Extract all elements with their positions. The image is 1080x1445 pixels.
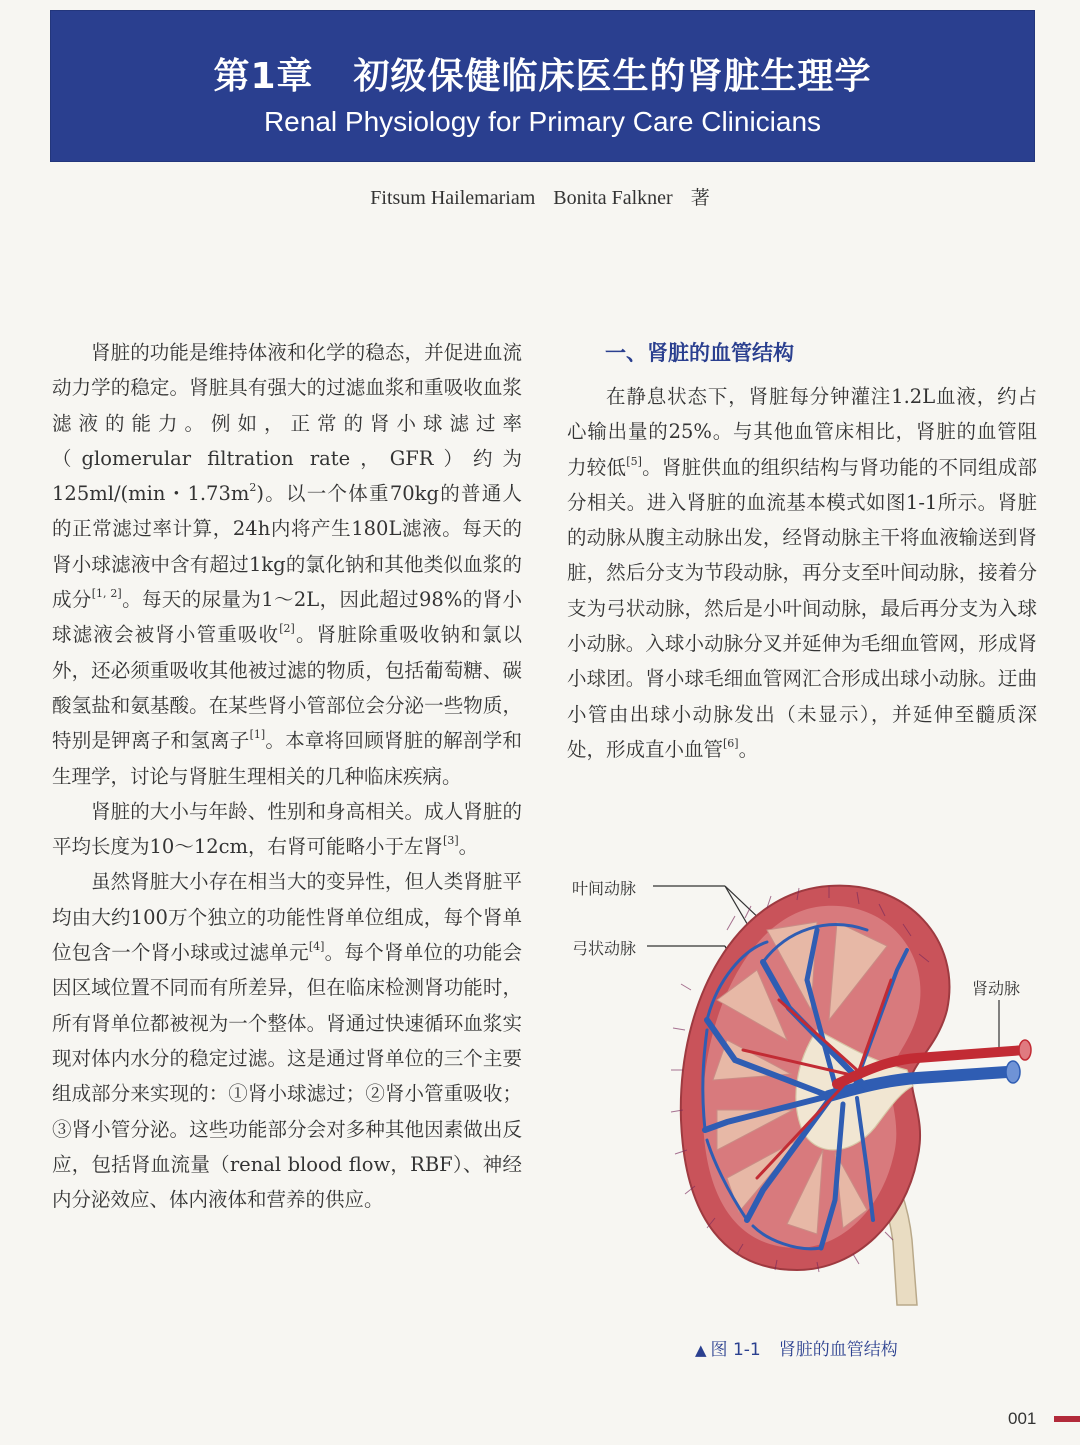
kidney-figure bbox=[567, 860, 1047, 1310]
superscript: 2 bbox=[249, 481, 257, 495]
text-run: 肾脏的大小与年龄、性别和身高相关。成人肾脏的平均长度为10～12cm，右肾可能略小于左肾 bbox=[52, 799, 522, 859]
text-run: 虽然肾脏大小存在相当大的变异性，但人类肾脏平均由大约100万个独立的功能性肾单位组成，每个肾单位包含一个肾小球或过滤单元 bbox=[52, 870, 522, 965]
left-column bbox=[52, 335, 522, 1217]
citation-ref: [5] bbox=[626, 454, 642, 468]
text-run: 。肾脏供血的组织结构与肾功能的不同组成部分相关。进入肾脏的血流基本模式如图1-1所示。肾脏的动脉从腹主动脉出发，经肾动脉主干将血液输送到肾脏，然后分支为节段动脉，再分支至叶间动脉，接着分支为弓状动脉，然后是小叶间动脉，最后再分支为入球小动脉。入球小动脉分叉并延伸为毛细血管网，形成肾小球团。肾小球毛细血管网汇合形成出球小动脉。迂曲小管由出球小动脉发出（未显示），并延伸至髓质深处，形成直小血管 bbox=[567, 455, 1037, 761]
author-name: Fitsum Hailemariam bbox=[370, 187, 536, 209]
chapter-title-en: Renal Physiology for Primary Care Clinicians bbox=[263, 106, 822, 137]
text-run: 肾脏的功能是维持体液和化学的稳态，并促进血流动力学的稳定。肾脏具有强大的过滤血浆和重吸收血浆滤液的能力。例如，正常的肾小球滤过率（glomerular filtration rate，GFR）约为125ml/(min・1.73m bbox=[52, 341, 522, 506]
citation-ref: [1] bbox=[249, 728, 266, 742]
right-column bbox=[567, 335, 1037, 767]
chapter-banner bbox=[50, 10, 1035, 162]
label-renal-artery: 肾动脉 bbox=[972, 979, 1021, 998]
text-run: 在静息状态下，肾脏每分钟灌注1.2L血液，约占心输出量的25%。与其他血管床相比，肾脏的血管阻力较低 bbox=[567, 385, 1037, 479]
text-run: 。 bbox=[458, 835, 479, 859]
label-interlobar-artery: 叶间动脉 bbox=[572, 879, 637, 898]
body-paragraph bbox=[52, 864, 522, 1217]
authors-line bbox=[0, 183, 1080, 210]
citation-ref: [4] bbox=[308, 940, 325, 954]
text-run: 。 bbox=[738, 737, 759, 761]
figure-title: 肾脏的血管结构 bbox=[778, 1340, 898, 1360]
page-marker-bar bbox=[1054, 1416, 1080, 1422]
chapter-title bbox=[50, 48, 1035, 99]
citation-ref: [1, 2] bbox=[91, 587, 122, 601]
citation-ref: [2] bbox=[279, 622, 295, 636]
section-heading: 一、肾脏的血管结构 bbox=[605, 341, 794, 365]
body-paragraph bbox=[567, 379, 1037, 767]
text-run: 。每个肾单位的功能会因区域位置不同而有所差异，但在临床检测肾功能时，所有肾单位都被视为一个整体。肾通过快速循环血浆实现对体内水分的稳定过滤。这是通过肾单位的三个主要组成部分来实现的：①肾小球滤过；②肾小管重吸收；③肾小管分泌。这些功能部分会对多种其他因素做出反应，包括肾血流量（renal blood flow，RBF）、神经内分泌效应、体内液体和营养的供应。 bbox=[52, 941, 522, 1212]
label-arcuate-artery: 弓状动脉 bbox=[572, 939, 637, 958]
text-run: 。肾脏除重吸收钠和氯以外，还必须重吸收其他被过滤的物质，包括葡萄糖、碳酸氢盐和氨基酸。在某些肾小管部位会分泌一些物质，特别是钾离子和氢离子 bbox=[52, 623, 522, 753]
authors-suffix: 著 bbox=[690, 187, 710, 209]
renal-vein-lumen bbox=[1006, 1061, 1020, 1083]
figure-number: 图 1-1 bbox=[710, 1340, 761, 1360]
text-run: 。本章将回顾肾脏的解剖学和生理学，讨论与肾脏生理相关的几种临床疾病。 bbox=[52, 729, 522, 788]
chapter-title-cn: 初级保健临床医生的肾脏生理学 bbox=[353, 56, 872, 97]
renal-artery-lumen bbox=[1019, 1040, 1031, 1060]
body-paragraph bbox=[52, 794, 522, 865]
kidney-illustration bbox=[567, 860, 1047, 1310]
page-number: 001 bbox=[1008, 1409, 1037, 1428]
caption-triangle-icon: ▲ bbox=[695, 1341, 707, 1359]
citation-ref: [6] bbox=[723, 736, 739, 750]
body-paragraph bbox=[52, 335, 522, 794]
figure-caption bbox=[695, 1335, 898, 1360]
text-run: )。以一个体重70kg的普通人的正常滤过率计算，24h内将产生180L滤液。每天的肾小球滤液中含有超过1kg的氯化钠和其他类似血浆的成分 bbox=[52, 482, 522, 612]
citation-ref: [3] bbox=[443, 834, 459, 848]
author-name: Bonita Falkner bbox=[553, 187, 673, 209]
text-run: 。每天的尿量为1～2L，因此超过98%的肾小球滤液会被肾小管重吸收 bbox=[52, 588, 522, 647]
chapter-number: 第1章 bbox=[213, 56, 314, 97]
